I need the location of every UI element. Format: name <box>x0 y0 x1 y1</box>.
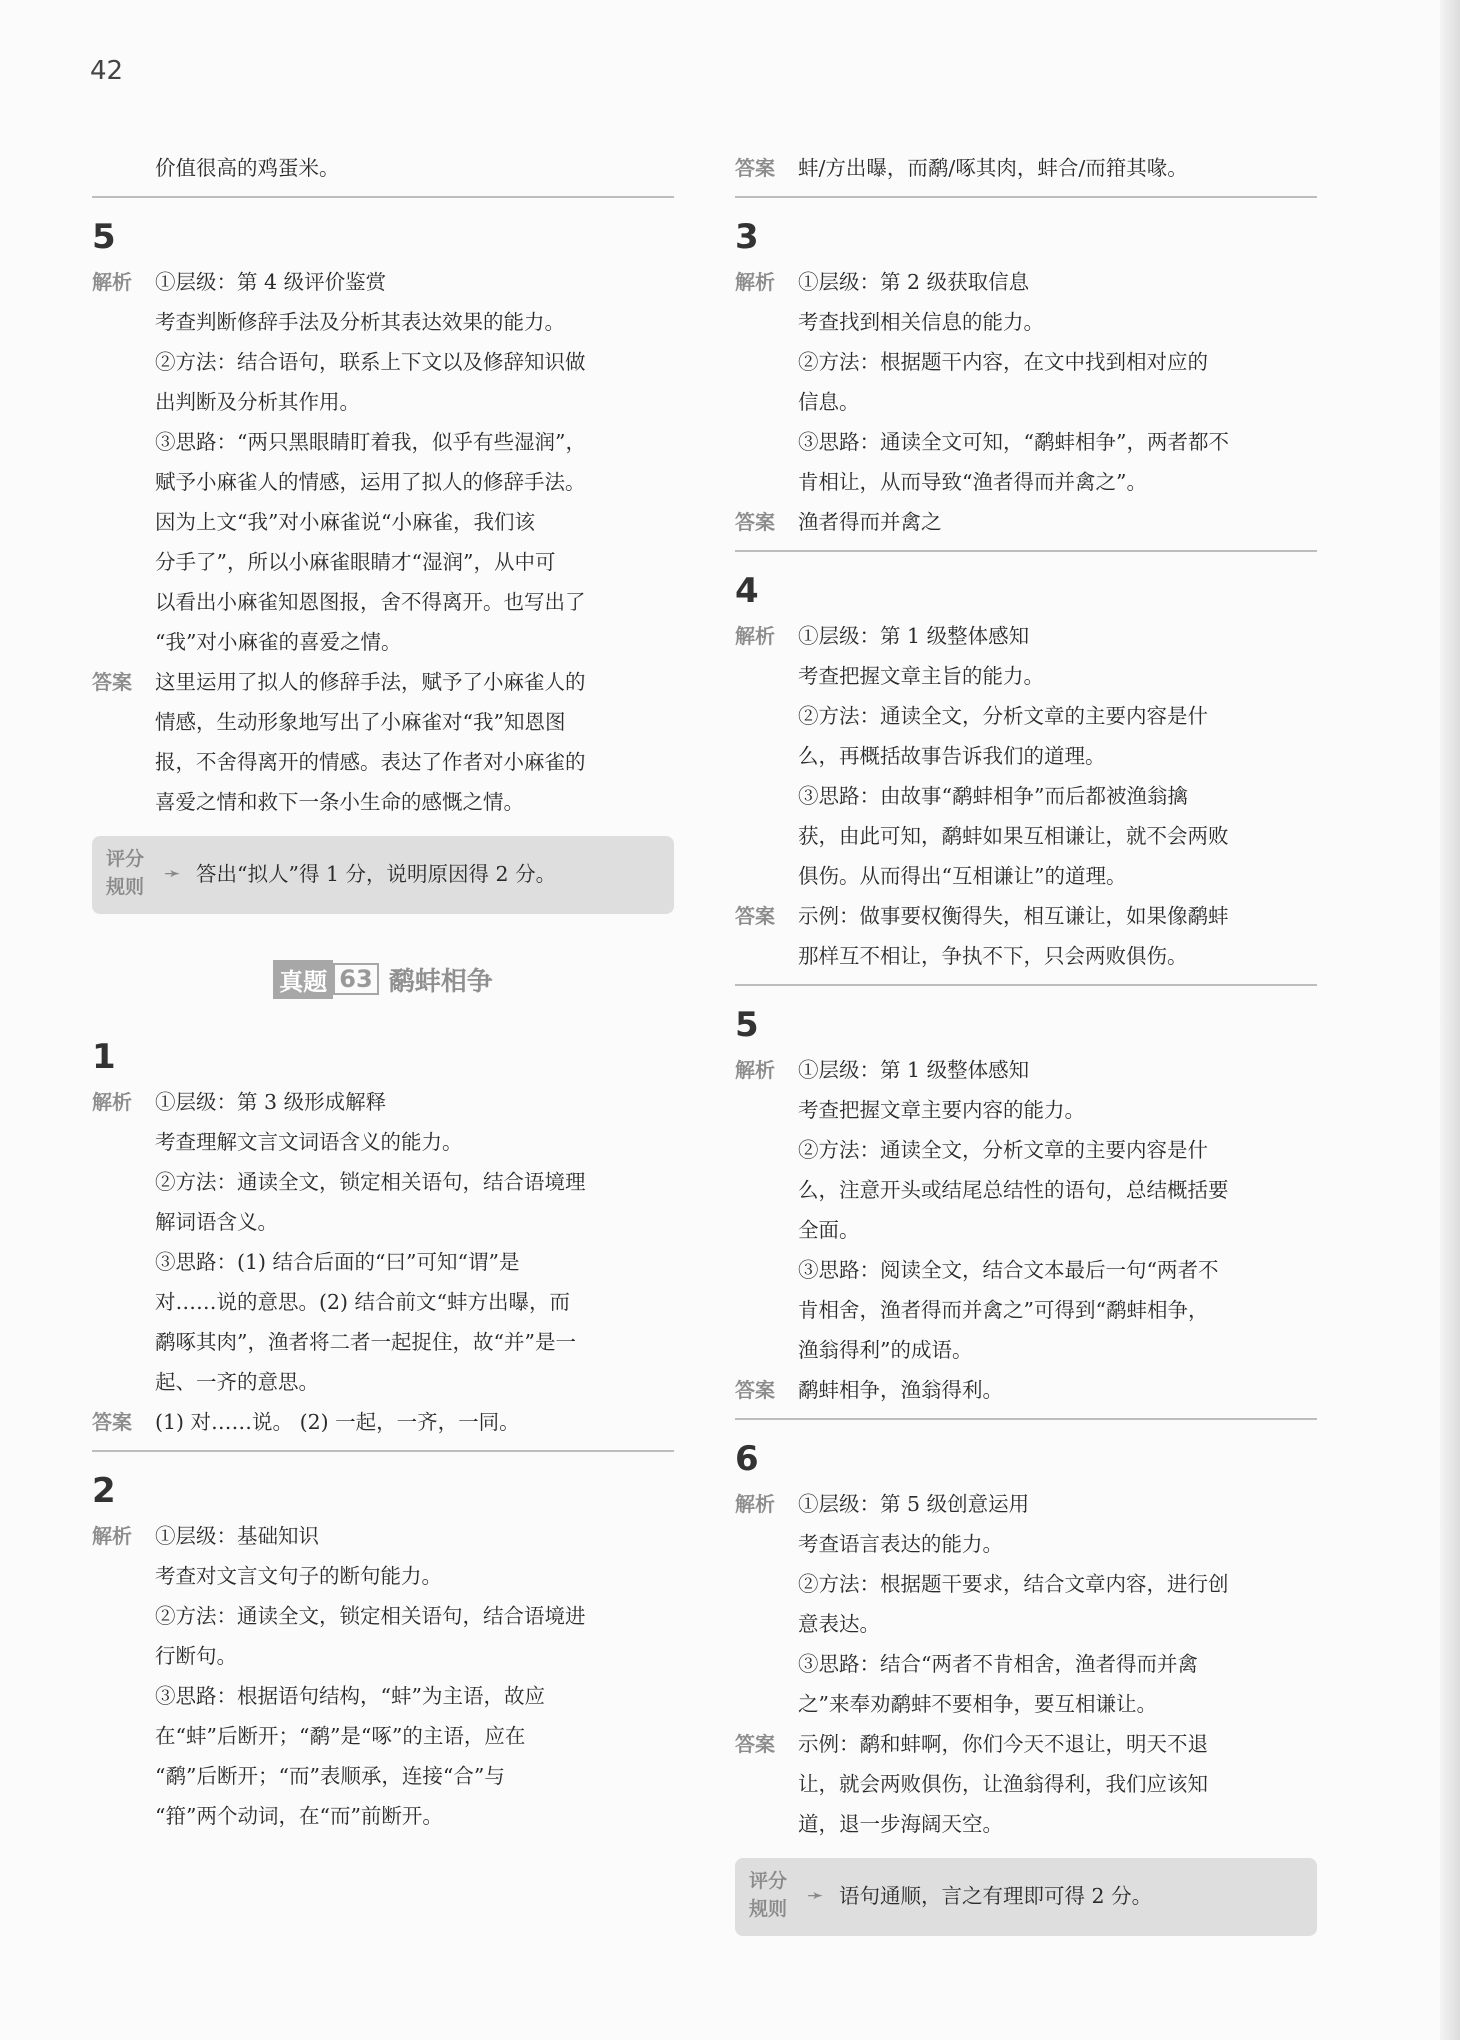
analysis-block <box>735 1484 1317 1724</box>
arrow-icon: ➛ <box>807 1883 824 1907</box>
section-number: 63 <box>333 963 378 995</box>
text-line: 考查把握文章主旨的能力。 <box>798 664 1044 688</box>
question-3-block <box>735 196 1317 542</box>
text-line: 么，再概括故事告诉我们的道理。 <box>798 744 1106 768</box>
question-number: 5 <box>92 217 116 257</box>
analysis-tag: 解析 <box>735 270 775 294</box>
text-line: ①层级：第 2 级获取信息 <box>798 270 1030 294</box>
question-number: 5 <box>735 1005 759 1045</box>
analysis-block <box>92 262 674 662</box>
text-line: 鹬蚌相争，渔翁得利。 <box>798 1378 1003 1402</box>
text-line: 考查语言表达的能力。 <box>798 1532 1003 1556</box>
text-line: ③思路：(1) 结合后面的“曰”可知“谓”是 <box>155 1250 520 1274</box>
text-line: 对……说的意思。(2) 结合前文“蚌方出曝，而 <box>155 1290 571 1314</box>
text-line: ①层级：第 1 级整体感知 <box>798 1058 1030 1082</box>
question-number: 3 <box>735 217 759 257</box>
answer-tag: 答案 <box>735 156 775 180</box>
page-binding-edge <box>1440 0 1460 2040</box>
answer-block <box>92 662 674 822</box>
text-line: ③思路：结合“两者不肯相舍，渔者得而并禽 <box>798 1652 1198 1676</box>
text-line: ①层级：第 4 级评价鉴赏 <box>155 270 387 294</box>
text-line: ②方法：结合语句，联系上下文以及修辞知识做 <box>155 350 586 374</box>
text-line: 出判断及分析其作用。 <box>155 390 360 414</box>
text-line: “我”对小麻雀的喜爱之情。 <box>155 630 402 654</box>
text-line: 考查找到相关信息的能力。 <box>798 310 1044 334</box>
text-line: 情感，生动形象地写出了小麻雀对“我”知恩图 <box>155 710 566 734</box>
text-line: 以看出小麻雀知恩图报，舍不得离开。也写出了 <box>155 590 586 614</box>
question-4-block <box>735 550 1317 976</box>
text-line: 赋予小麻雀人的情感，运用了拟人的修辞手法。 <box>155 470 586 494</box>
question-2-block <box>92 1450 674 1836</box>
text-line: 肯相让，从而导致“渔者得而并禽之”。 <box>798 470 1147 494</box>
text-line: “鹬”后断开；“而”表顺承，连接“合”与 <box>155 1764 505 1788</box>
analysis-tag: 解析 <box>92 270 132 294</box>
answer-block <box>735 1724 1317 1844</box>
text-line: ③思路：“两只黑眼睛盯着我，似乎有些湿润”， <box>155 430 586 454</box>
section-heading: 鹬蚌相争 <box>388 966 493 997</box>
answer-block <box>735 896 1317 976</box>
analysis-tag: 解析 <box>92 1090 132 1114</box>
text-line: 考查判断修辞手法及分析其表达效果的能力。 <box>155 310 565 334</box>
text-line: ③思路：通读全文可知，“鹬蚌相争”，两者都不 <box>798 430 1229 454</box>
analysis-block <box>92 1082 674 1402</box>
text-line: 全面。 <box>798 1218 860 1242</box>
scoring-rule-label: 评分 规则 <box>749 1870 788 1920</box>
scoring-rule-label: 评分 规则 <box>106 848 145 898</box>
text-line: 蚌/方出曝，而鹬/啄其肉，蚌合/而箝其喙。 <box>798 156 1188 180</box>
right-column <box>735 148 1317 1936</box>
text-line: 意表达。 <box>798 1612 880 1636</box>
text-line: ②方法：根据题干要求，结合文章内容，进行创 <box>798 1572 1229 1596</box>
answer-tag: 答案 <box>735 1732 775 1756</box>
text-line: 之”来奉劝鹬蚌不要相争，要互相谦让。 <box>798 1692 1157 1716</box>
text-line: ③思路：根据语句结构，“蚌”为主语，故应 <box>155 1684 545 1708</box>
section-tag: 真题 <box>273 960 333 999</box>
text-line: ②方法：通读全文，锁定相关语句，结合语境进 <box>155 1604 586 1628</box>
question-5-block <box>92 196 674 914</box>
text-line: ②方法：通读全文，分析文章的主要内容是什 <box>798 1138 1208 1162</box>
text-line: ②方法：通读全文，锁定相关语句，结合语境理 <box>155 1170 586 1194</box>
scoring-rule-box <box>92 836 674 914</box>
answer-tag: 答案 <box>735 904 775 928</box>
analysis-tag: 解析 <box>92 1524 132 1548</box>
text-line: ①层级：第 5 级创意运用 <box>798 1492 1030 1516</box>
text-line: 示例：做事要权衡得失，相互谦让，如果像鹬蚌 <box>798 904 1229 928</box>
text-line: 报，不舍得离开的情感。表达了作者对小麻雀的 <box>155 750 586 774</box>
text-line: 示例：鹬和蚌啊，你们今天不退让，明天不退 <box>798 1732 1208 1756</box>
question-5-block <box>735 984 1317 1410</box>
left-column <box>92 148 674 1836</box>
text-line: 获，由此可知，鹬蚌如果互相谦让，就不会两败 <box>798 824 1229 848</box>
text-line: 肯相舍，渔者得而并禽之”可得到“鹬蚌相争， <box>798 1298 1209 1322</box>
text-line: 鹬啄其肉”，渔者将二者一起捉住，故“并”是一 <box>155 1330 576 1354</box>
text-line: 考查对文言文句子的断句能力。 <box>155 1564 442 1588</box>
text-line: 解词语含义。 <box>155 1210 278 1234</box>
analysis-tag: 解析 <box>735 624 775 648</box>
text-line: 考查理解文言文词语含义的能力。 <box>155 1130 463 1154</box>
question-1-block <box>92 1034 674 1442</box>
question-number: 6 <box>735 1439 759 1479</box>
analysis-block <box>735 1050 1317 1370</box>
question-number: 4 <box>735 571 759 611</box>
scoring-rule-text: 答出“拟人”得 1 分，说明原因得 2 分。 <box>196 862 557 886</box>
scoring-rule-text: 语句通顺，言之有理即可得 2 分。 <box>839 1884 1153 1908</box>
text-line: 起、一齐的意思。 <box>155 1370 319 1394</box>
text-line: 渔者得而并禽之 <box>798 510 942 534</box>
text-line: 因为上文“我”对小麻雀说“小麻雀，我们该 <box>155 510 535 534</box>
text-line: ③思路：阅读全文，结合文本最后一句“两者不 <box>798 1258 1219 1282</box>
question-6-block <box>735 1418 1317 1936</box>
page-number: 42 <box>90 56 124 86</box>
text-line: “箝”两个动词，在“而”前断开。 <box>155 1804 443 1828</box>
analysis-block <box>92 1516 674 1836</box>
text-line: ①层级：第 3 级形成解释 <box>155 1090 387 1114</box>
text-line: 在“蚌”后断开；“鹬”是“啄”的主语，应在 <box>155 1724 526 1748</box>
text-line: (1) 对……说。 (2) 一起，一齐，一同。 <box>155 1410 520 1434</box>
text-line: 道，退一步海阔天空。 <box>798 1812 1003 1836</box>
text-line: 渔翁得利”的成语。 <box>798 1338 973 1362</box>
scoring-rule-box <box>735 1858 1317 1936</box>
answer-block <box>92 1402 674 1442</box>
text-line: 价值很高的鸡蛋米。 <box>155 156 340 180</box>
text-line: 行断句。 <box>155 1644 237 1668</box>
analysis-block <box>735 262 1317 502</box>
text-line: ②方法：通读全文，分析文章的主要内容是什 <box>798 704 1208 728</box>
analysis-tag: 解析 <box>735 1058 775 1082</box>
text-line: ②方法：根据题干内容，在文中找到相对应的 <box>798 350 1208 374</box>
answer-tag: 答案 <box>92 1410 132 1434</box>
text-line: 俱伤。从而得出“互相谦让”的道理。 <box>798 864 1127 888</box>
text-line: 考查把握文章主要内容的能力。 <box>798 1098 1085 1122</box>
analysis-block <box>735 616 1317 896</box>
section-title <box>92 954 674 1004</box>
text-line: 让，就会两败俱伤，让渔翁得利，我们应该知 <box>798 1772 1208 1796</box>
question-number: 1 <box>92 1037 116 1077</box>
answer-tag: 答案 <box>92 670 132 694</box>
continuation-text <box>92 148 674 188</box>
text-line: 这里运用了拟人的修辞手法，赋予了小麻雀人的 <box>155 670 586 694</box>
text-line: 么，注意开头或结尾总结性的语句，总结概括要 <box>798 1178 1229 1202</box>
answer-block <box>735 502 1317 542</box>
text-line: ①层级：第 1 级整体感知 <box>798 624 1030 648</box>
text-line: 分手了”，所以小麻雀眼睛才“湿润”，从中可 <box>155 550 556 574</box>
arrow-icon: ➛ <box>164 861 181 885</box>
answer-block <box>735 148 1317 188</box>
answer-block <box>735 1370 1317 1410</box>
text-line: 那样互不相让，争执不下，只会两败俱伤。 <box>798 944 1188 968</box>
answer-tag: 答案 <box>735 510 775 534</box>
text-line: ①层级：基础知识 <box>155 1524 319 1548</box>
text-line: 喜爱之情和救下一条小生命的感慨之情。 <box>155 790 524 814</box>
answer-tag: 答案 <box>735 1378 775 1402</box>
text-line: ③思路：由故事“鹬蚌相争”而后都被渔翁擒 <box>798 784 1188 808</box>
text-line: 信息。 <box>798 390 860 414</box>
analysis-tag: 解析 <box>735 1492 775 1516</box>
question-number: 2 <box>92 1471 116 1511</box>
